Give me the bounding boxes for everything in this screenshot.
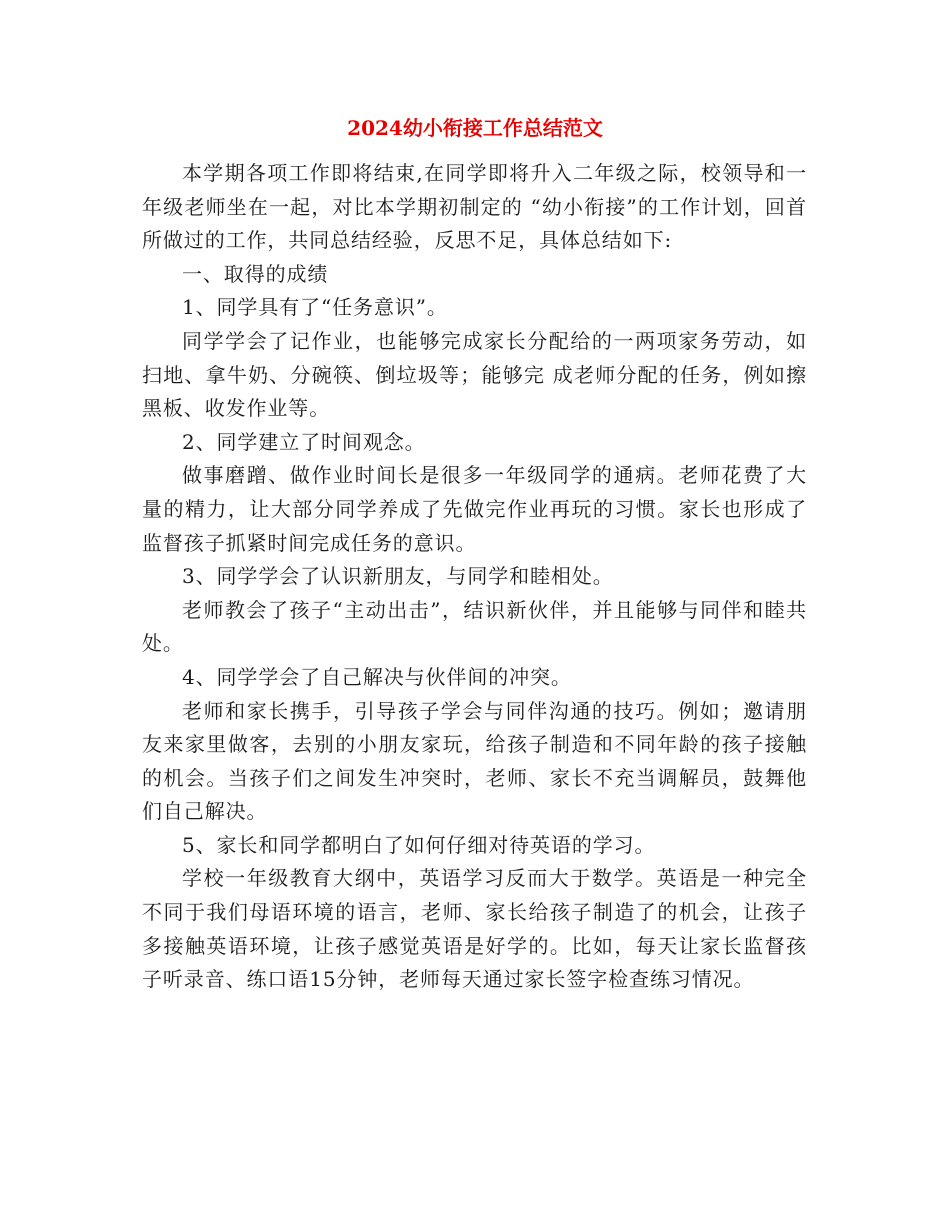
point-heading-1: 1、同学具有了“任务意识”。 (182, 295, 448, 320)
point-heading-4: 4、同学学会了自己解决与伙伴间的冲突。 (182, 664, 572, 689)
point-body-1: 同学学会了记作业，也能够完成家长分配给的一两项家务劳动，如扫地、拿牛奶、分碗筷、倒垃圾等；能够完 成老师分配的任务，例如擦黑板、收发作业等。 (142, 328, 807, 421)
point-heading-3: 3、同学学会了认识新朋友，与同学和睦相处。 (182, 564, 614, 589)
point-body-3: 老师教会了孩子“主动出击”，结识新伙伴，并且能够与同伴和睦共处。 (142, 597, 807, 656)
point-heading-5: 5、家长和同学都明白了如何仔细对待英语的学习。 (182, 832, 656, 857)
point-body-2: 做事磨蹭、做作业时间长是很多一年级同学的通病。老师花费了大量的精力，让大部分同学养成了先做完作业再玩的习惯。家长也形成了监督孩子抓紧时间完成任务的意识。 (142, 463, 807, 555)
section-heading-achievements: 一、取得的成绩 (182, 261, 329, 286)
document-title: 2024幼小衔接工作总结范文 (347, 116, 603, 140)
point-body-5: 学校一年级教育大纲中，英语学习反而大于数学。英语是一种完全不同于我们母语环境的语言，老师、家长给孩子制造了的机会，让孩子多接触英语环境，让孩子感觉英语是好学的。比如，每天让家长监督孩子听录音、练口语15分钟，老师每天通过家长签字检查练习情况。 (142, 866, 807, 992)
paragraph-intro: 本学期各项工作即将结束,在同学即将升入二年级之际，校领导和一年级老师坐在一起，对比本学期初制定的 “幼小衔接”的工作计划，回首所做过的工作，共同总结经验，反思不足，具体总结如下: (142, 161, 807, 253)
document-body (142, 157, 807, 997)
point-body-4: 老师和家长携手，引导孩子学会与同伴沟通的技巧。例如；邀请朋友来家里做客，去别的小朋友家玩，给孩子制造和不同年龄的孩子接触的机会。当孩子们之间发生冲突时，老师、家长不充当调解员，鼓舞他们自己解决。 (142, 698, 807, 824)
point-heading-2: 2、同学建立了时间观念。 (182, 429, 426, 454)
